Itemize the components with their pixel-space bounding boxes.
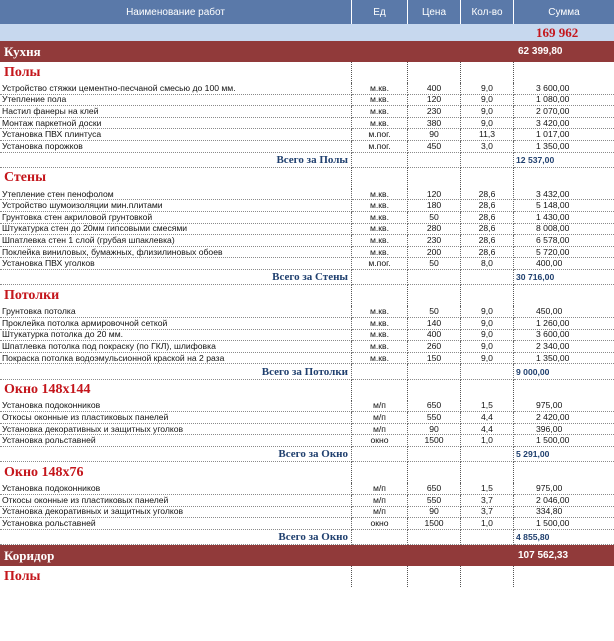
- sum-cell[interactable]: 396,00: [514, 424, 614, 436]
- qty-cell[interactable]: 9,0: [461, 118, 514, 130]
- subtotal-label: Всего за Окно: [0, 447, 352, 462]
- unit-cell[interactable]: м.кв.: [352, 201, 408, 213]
- room-spacer: [408, 545, 461, 566]
- subtotal-spacer: [408, 270, 461, 285]
- unit-cell[interactable]: м.кв.: [352, 83, 408, 95]
- sum-cell[interactable]: 3 600,00: [514, 330, 614, 342]
- subtotal-spacer: [461, 270, 514, 285]
- section-spacer: [352, 168, 408, 189]
- sum-cell[interactable]: 2 420,00: [514, 412, 614, 424]
- work-name-cell[interactable]: Монтаж паркетной доски: [0, 118, 352, 130]
- subtotal-spacer: [461, 447, 514, 462]
- qty-cell[interactable]: 9,0: [461, 106, 514, 118]
- sum-cell[interactable]: 2 070,00: [514, 106, 614, 118]
- table-row: [0, 341, 614, 353]
- unit-cell[interactable]: м/п: [352, 483, 408, 495]
- unit-cell[interactable]: м.пог.: [352, 141, 408, 153]
- subtotal-spacer: [352, 364, 408, 379]
- section-subtotal-row: [0, 364, 614, 379]
- section-spacer: [514, 62, 614, 83]
- table-row: [0, 436, 614, 448]
- work-name-cell[interactable]: Шпатлевка стен 1 слой (грубая шпаклевка): [0, 235, 352, 247]
- table-row: [0, 306, 614, 318]
- unit-cell[interactable]: м/п: [352, 412, 408, 424]
- section-title-row: [0, 62, 614, 83]
- section-spacer: [514, 168, 614, 189]
- subtotal-spacer: [352, 153, 408, 168]
- table-row: [0, 483, 614, 495]
- unit-cell[interactable]: м.кв.: [352, 306, 408, 318]
- work-name-cell[interactable]: Настил фанеры на клей: [0, 106, 352, 118]
- price-cell[interactable]: 50: [408, 259, 461, 271]
- subtotal-value[interactable]: 5 291,00: [514, 447, 614, 462]
- sum-cell[interactable]: 1 350,00: [514, 353, 614, 365]
- column-header-price[interactable]: Цена: [408, 0, 461, 24]
- work-name-cell[interactable]: Поклейка виниловых, бумажных, флизилиновых обоев: [0, 247, 352, 259]
- section-subtotal-row: [0, 447, 614, 462]
- price-cell[interactable]: 120: [408, 189, 461, 201]
- section-spacer: [408, 380, 461, 401]
- sum-cell[interactable]: 3 432,00: [514, 189, 614, 201]
- sum-cell[interactable]: 450,00: [514, 306, 614, 318]
- section-spacer: [408, 62, 461, 83]
- sum-cell[interactable]: 1 430,00: [514, 212, 614, 224]
- sum-cell[interactable]: 334,80: [514, 507, 614, 519]
- unit-cell[interactable]: м/п: [352, 495, 408, 507]
- section-spacer: [352, 566, 408, 587]
- work-name-cell[interactable]: Штукатурка стен до 20мм гипсовыми смесями: [0, 224, 352, 236]
- price-cell[interactable]: 230: [408, 235, 461, 247]
- sum-cell[interactable]: 400,00: [514, 259, 614, 271]
- table-row: [0, 201, 614, 213]
- price-cell[interactable]: 90: [408, 507, 461, 519]
- section-subtotal-row: [0, 153, 614, 168]
- sum-cell[interactable]: 2 046,00: [514, 495, 614, 507]
- table-row: [0, 412, 614, 424]
- work-name-cell[interactable]: Установка порожков: [0, 141, 352, 153]
- section-spacer: [408, 566, 461, 587]
- table-row: [0, 401, 614, 413]
- section-spacer: [352, 462, 408, 483]
- unit-cell[interactable]: м.кв.: [352, 330, 408, 342]
- section-spacer: [352, 62, 408, 83]
- room-total[interactable]: 62 399,80: [518, 46, 563, 57]
- price-cell[interactable]: 150: [408, 353, 461, 365]
- table-row: [0, 129, 614, 141]
- subtotal-label: Всего за Потолки: [0, 364, 352, 379]
- room-spacer: [461, 41, 514, 62]
- qty-cell[interactable]: 1,0: [461, 436, 514, 448]
- work-name-cell[interactable]: Установка рольставней: [0, 436, 352, 448]
- table-row: [0, 330, 614, 342]
- qty-cell[interactable]: 9,0: [461, 83, 514, 95]
- work-name-cell[interactable]: Установка декоративных и защитных уголков: [0, 424, 352, 436]
- price-cell[interactable]: 550: [408, 495, 461, 507]
- room-total[interactable]: 107 562,33: [518, 550, 569, 562]
- qty-cell[interactable]: 9,0: [461, 330, 514, 342]
- subtotal-spacer: [352, 530, 408, 545]
- unit-cell[interactable]: м/п: [352, 401, 408, 413]
- section-spacer: [514, 380, 614, 401]
- work-name-cell[interactable]: Устройство шумоизоляции мин.плитами: [0, 201, 352, 213]
- subtotal-value[interactable]: 30 716,00: [514, 270, 614, 285]
- table-row: [0, 318, 614, 330]
- unit-cell[interactable]: окно: [352, 518, 408, 530]
- qty-cell[interactable]: 1,5: [461, 483, 514, 495]
- work-name-cell[interactable]: Откосы оконные из пластиковых панелей: [0, 495, 352, 507]
- unit-cell[interactable]: м.кв.: [352, 224, 408, 236]
- price-cell[interactable]: 1500: [408, 436, 461, 448]
- column-header-unit[interactable]: Ед: [352, 0, 408, 24]
- unit-cell[interactable]: м.кв.: [352, 353, 408, 365]
- subtotal-spacer: [408, 364, 461, 379]
- table-row: [0, 224, 614, 236]
- room-spacer: [352, 41, 408, 62]
- grand-total-row: [0, 24, 614, 41]
- unit-cell[interactable]: окно: [352, 436, 408, 448]
- price-cell[interactable]: 1500: [408, 518, 461, 530]
- sum-cell[interactable]: 5 720,00: [514, 247, 614, 259]
- qty-cell[interactable]: 4,4: [461, 412, 514, 424]
- price-cell[interactable]: 90: [408, 129, 461, 141]
- qty-cell[interactable]: 8,0: [461, 259, 514, 271]
- work-name-cell[interactable]: Откосы оконные из пластиковых панелей: [0, 412, 352, 424]
- column-header-name[interactable]: Наименование работ: [0, 0, 352, 24]
- subtotal-spacer: [352, 270, 408, 285]
- work-name-cell[interactable]: Грунтовка потолка: [0, 306, 352, 318]
- room-banner: [0, 41, 614, 62]
- sum-cell[interactable]: 1 260,00: [514, 318, 614, 330]
- price-cell[interactable]: 140: [408, 318, 461, 330]
- sum-cell[interactable]: 8 008,00: [514, 224, 614, 236]
- section-title: Полы: [0, 566, 352, 587]
- subtotal-value[interactable]: 12 537,00: [514, 153, 614, 168]
- qty-cell[interactable]: 28,6: [461, 212, 514, 224]
- section-subtotal-row: [0, 270, 614, 285]
- table-row: [0, 235, 614, 247]
- work-name-cell[interactable]: Установка подоконников: [0, 483, 352, 495]
- work-name-cell[interactable]: Утепление стен пенофолом: [0, 189, 352, 201]
- qty-cell[interactable]: 28,6: [461, 189, 514, 201]
- work-name-cell[interactable]: Проклейка потолка армировочной сеткой: [0, 318, 352, 330]
- qty-cell[interactable]: 9,0: [461, 306, 514, 318]
- subtotal-spacer: [461, 364, 514, 379]
- unit-cell[interactable]: м.кв.: [352, 341, 408, 353]
- section-spacer: [514, 285, 614, 306]
- qty-cell[interactable]: 9,0: [461, 353, 514, 365]
- qty-cell[interactable]: 9,0: [461, 341, 514, 353]
- subtotal-spacer: [352, 447, 408, 462]
- work-name-cell[interactable]: Устройство стяжки цементно-песчаной смесью до 100 мм.: [0, 83, 352, 95]
- work-name-cell[interactable]: Шпатлевка потолка под покраску (по ГКЛ), шлифовка: [0, 341, 352, 353]
- section-title: Потолки: [0, 285, 352, 306]
- grand-total-value[interactable]: 169 962: [536, 24, 579, 40]
- unit-cell[interactable]: м.кв.: [352, 118, 408, 130]
- qty-cell[interactable]: 1,5: [461, 401, 514, 413]
- table-row: [0, 507, 614, 519]
- price-cell[interactable]: 380: [408, 118, 461, 130]
- price-cell[interactable]: 50: [408, 212, 461, 224]
- section-title: Стены: [0, 168, 352, 189]
- price-cell[interactable]: 650: [408, 401, 461, 413]
- price-cell[interactable]: 400: [408, 330, 461, 342]
- room-name: Коридор: [4, 547, 55, 563]
- section-title-row: [0, 462, 614, 483]
- room-spacer: [408, 41, 461, 62]
- work-name-cell[interactable]: Покраска потолка водоэмульсионной краской на 2 раза: [0, 353, 352, 365]
- column-header-row: [0, 0, 614, 24]
- subtotal-label: Всего за Стены: [0, 270, 352, 285]
- section-spacer: [352, 285, 408, 306]
- qty-cell[interactable]: 9,0: [461, 318, 514, 330]
- work-name-cell[interactable]: Утепление пола: [0, 95, 352, 107]
- price-cell[interactable]: 450: [408, 141, 461, 153]
- table-row: [0, 106, 614, 118]
- unit-cell[interactable]: м.кв.: [352, 235, 408, 247]
- work-name-cell[interactable]: Установка декоративных и защитных уголков: [0, 507, 352, 519]
- sum-cell[interactable]: 3 600,00: [514, 83, 614, 95]
- section-title-row: [0, 380, 614, 401]
- qty-cell[interactable]: 28,6: [461, 247, 514, 259]
- table-row: [0, 259, 614, 271]
- price-cell[interactable]: 90: [408, 424, 461, 436]
- qty-cell[interactable]: 3,7: [461, 507, 514, 519]
- section-spacer: [461, 285, 514, 306]
- section-spacer: [461, 168, 514, 189]
- subtotal-spacer: [408, 447, 461, 462]
- table-row: [0, 518, 614, 530]
- section-subtotal-row: [0, 530, 614, 545]
- unit-cell[interactable]: м/п: [352, 424, 408, 436]
- table-row: [0, 118, 614, 130]
- price-cell[interactable]: 400: [408, 83, 461, 95]
- price-cell[interactable]: 550: [408, 412, 461, 424]
- sum-cell[interactable]: 1 500,00: [514, 436, 614, 448]
- price-cell[interactable]: 280: [408, 224, 461, 236]
- work-name-cell[interactable]: Установка рольставней: [0, 518, 352, 530]
- unit-cell[interactable]: м.кв.: [352, 318, 408, 330]
- room-banner: [0, 545, 614, 566]
- column-header-sum[interactable]: Сумма: [548, 6, 580, 18]
- table-row: [0, 353, 614, 365]
- section-spacer: [408, 285, 461, 306]
- qty-cell[interactable]: 9,0: [461, 95, 514, 107]
- section-title: Окно 148х144: [0, 380, 352, 401]
- price-cell[interactable]: 180: [408, 201, 461, 213]
- section-title-row: [0, 285, 614, 306]
- section-spacer: [461, 380, 514, 401]
- room-name: Кухня: [4, 43, 41, 59]
- room-spacer: [461, 545, 514, 566]
- table-row: [0, 247, 614, 259]
- sum-cell[interactable]: 1 080,00: [514, 95, 614, 107]
- table-row: [0, 83, 614, 95]
- unit-cell[interactable]: м.кв.: [352, 95, 408, 107]
- qty-cell[interactable]: 28,6: [461, 224, 514, 236]
- qty-cell[interactable]: 4,4: [461, 424, 514, 436]
- section-spacer: [514, 462, 614, 483]
- sum-cell[interactable]: 1 350,00: [514, 141, 614, 153]
- sum-cell[interactable]: 975,00: [514, 401, 614, 413]
- sum-cell[interactable]: 5 148,00: [514, 201, 614, 213]
- qty-cell[interactable]: 3,7: [461, 495, 514, 507]
- subtotal-spacer: [461, 530, 514, 545]
- subtotal-value[interactable]: 4 855,80: [514, 530, 614, 545]
- section-spacer: [514, 566, 614, 587]
- section-title-row: [0, 168, 614, 189]
- column-header-qty[interactable]: Кол-во: [461, 0, 514, 24]
- section-spacer: [408, 462, 461, 483]
- qty-cell[interactable]: 11,3: [461, 129, 514, 141]
- subtotal-label: Всего за Полы: [0, 153, 352, 168]
- sum-cell[interactable]: 2 340,00: [514, 341, 614, 353]
- section-spacer: [352, 380, 408, 401]
- sum-cell[interactable]: 3 420,00: [514, 118, 614, 130]
- unit-cell[interactable]: м.кв.: [352, 189, 408, 201]
- table-row: [0, 95, 614, 107]
- subtotal-spacer: [408, 153, 461, 168]
- unit-cell[interactable]: м.кв.: [352, 106, 408, 118]
- price-cell[interactable]: 200: [408, 247, 461, 259]
- work-name-cell[interactable]: Установка подоконников: [0, 401, 352, 413]
- subtotal-spacer: [408, 530, 461, 545]
- price-cell[interactable]: 230: [408, 106, 461, 118]
- section-title: Окно 148х76: [0, 462, 352, 483]
- qty-cell[interactable]: 1,0: [461, 518, 514, 530]
- unit-cell[interactable]: м/п: [352, 507, 408, 519]
- table-row: [0, 424, 614, 436]
- subtotal-spacer: [461, 153, 514, 168]
- section-title: Полы: [0, 62, 352, 83]
- section-spacer: [408, 168, 461, 189]
- work-name-cell[interactable]: Установка ПВХ уголков: [0, 259, 352, 271]
- price-cell[interactable]: 50: [408, 306, 461, 318]
- qty-cell[interactable]: 28,6: [461, 235, 514, 247]
- unit-cell[interactable]: м.пог.: [352, 259, 408, 271]
- subtotal-value[interactable]: 9 000,00: [514, 364, 614, 379]
- qty-cell[interactable]: 3,0: [461, 141, 514, 153]
- section-title-row: [0, 566, 614, 587]
- subtotal-label: Всего за Окно: [0, 530, 352, 545]
- room-spacer: [352, 545, 408, 566]
- unit-cell[interactable]: м.кв.: [352, 247, 408, 259]
- table-row: [0, 141, 614, 153]
- qty-cell[interactable]: 28,6: [461, 201, 514, 213]
- work-name-cell[interactable]: Установка ПВХ плинтуса: [0, 129, 352, 141]
- unit-cell[interactable]: м.пог.: [352, 129, 408, 141]
- price-cell[interactable]: 120: [408, 95, 461, 107]
- sum-cell[interactable]: 1 500,00: [514, 518, 614, 530]
- work-name-cell[interactable]: Штукатурка потолка до 20 мм.: [0, 330, 352, 342]
- work-name-cell[interactable]: Грунтовка стен акриловой грунтовкой: [0, 212, 352, 224]
- sum-cell[interactable]: 1 017,00: [514, 129, 614, 141]
- price-cell[interactable]: 260: [408, 341, 461, 353]
- section-spacer: [461, 462, 514, 483]
- sum-cell[interactable]: 6 578,00: [514, 235, 614, 247]
- table-row: [0, 495, 614, 507]
- table-row: [0, 212, 614, 224]
- price-cell[interactable]: 650: [408, 483, 461, 495]
- sum-cell[interactable]: 975,00: [514, 483, 614, 495]
- unit-cell[interactable]: м.кв.: [352, 212, 408, 224]
- table-row: [0, 189, 614, 201]
- section-spacer: [461, 566, 514, 587]
- section-spacer: [461, 62, 514, 83]
